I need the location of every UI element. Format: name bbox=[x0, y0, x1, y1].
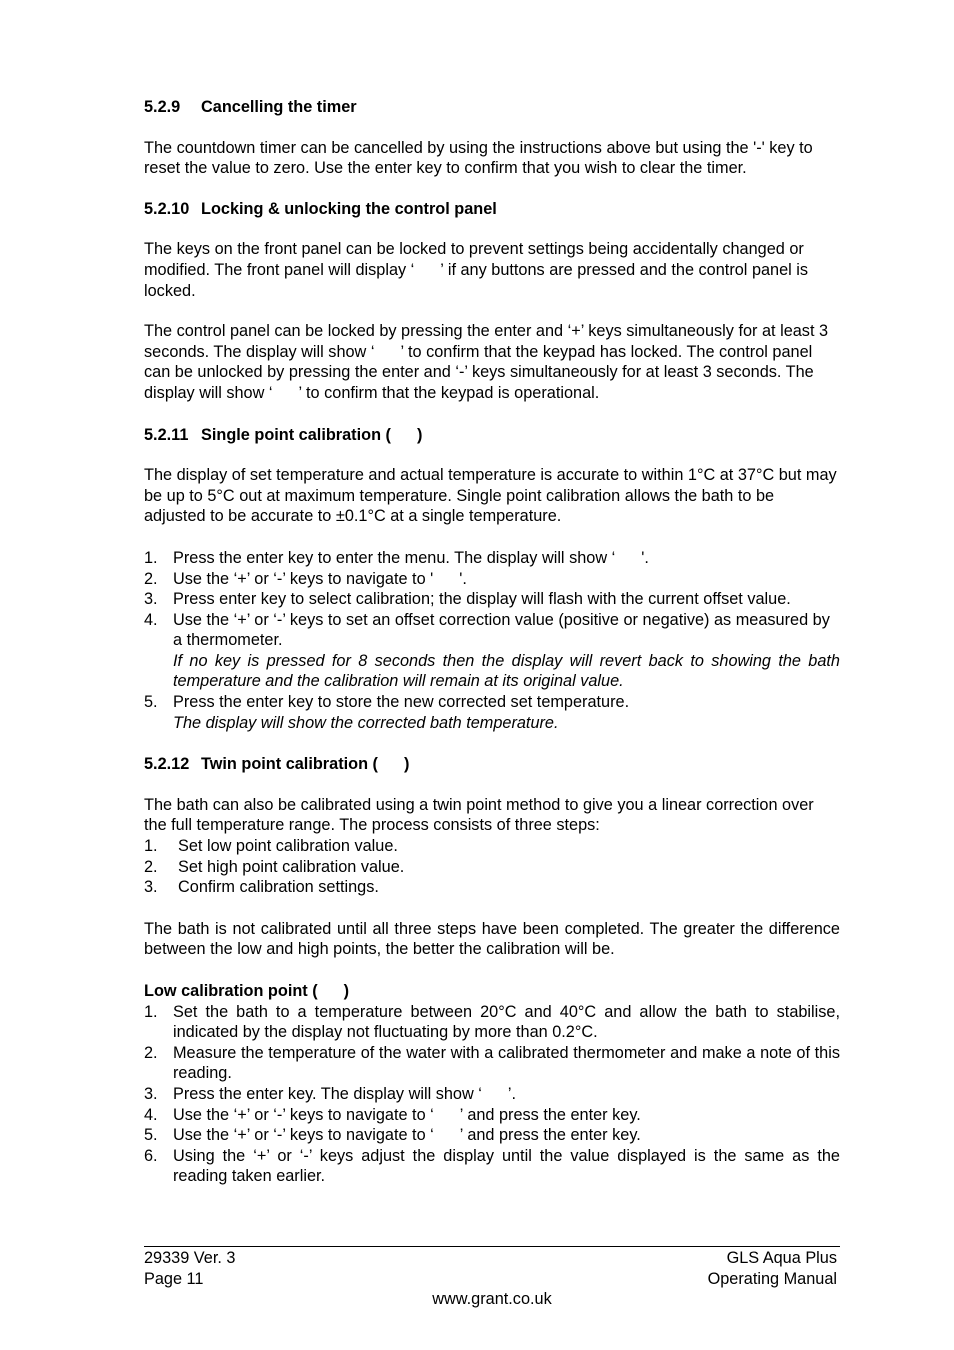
list-number: 6. bbox=[144, 1146, 158, 1165]
text-run: ) bbox=[416, 425, 423, 444]
text-run: The keys on the front panel can be locked to prevent settings being accidentally changed or modified. The front panel will display ‘ bbox=[144, 240, 804, 279]
heading-5-2-11 bbox=[144, 425, 840, 446]
list-item bbox=[144, 877, 840, 898]
paragraph: The bath can also be calibrated using a twin point method to give you a linear correction over the full temperature range. The process consists of three steps: bbox=[144, 795, 814, 835]
list-number: 2. bbox=[144, 1043, 158, 1062]
paragraph bbox=[144, 239, 840, 301]
text-run: Confirm calibration settings. bbox=[178, 878, 379, 897]
list-number: 5. bbox=[144, 1126, 158, 1145]
list-item bbox=[144, 569, 840, 590]
product-name: GLS Aqua Plus bbox=[726, 1249, 837, 1267]
text-run: Use the ‘+’ or ‘-’ keys to set an offset correction value (positive or negative) as measured by a thermometer. bbox=[173, 610, 830, 650]
section-number: 5.2.10 bbox=[144, 199, 190, 218]
list-number: 3. bbox=[144, 1084, 158, 1103]
list-number: 1. bbox=[144, 548, 158, 567]
text-run: ’ and press the enter key. bbox=[459, 1105, 641, 1124]
heading-5-2-9 bbox=[144, 97, 840, 118]
section-title: Single point calibration ( bbox=[201, 425, 391, 444]
list-number: 4. bbox=[144, 610, 158, 629]
low-calibration-steps bbox=[144, 1002, 840, 1187]
single-point-steps bbox=[144, 548, 840, 733]
section-number: 5.2.11 bbox=[144, 425, 189, 444]
text-run: Set high point calibration value. bbox=[178, 857, 405, 876]
text-run: Press the enter key to enter the menu. The display will show ‘ bbox=[173, 548, 616, 567]
heading-5-2-10 bbox=[144, 199, 840, 220]
text-run: ’ to confirm that the keypad has locked. The control panel can be unlocked by pressing the enter and ‘-’ keys simultaneously for at least 3 seconds. The display will show ‘ bbox=[144, 342, 814, 402]
text-run: Press enter key to select calibration; the display will flash with the current offset value. bbox=[173, 590, 791, 609]
text-run: ) bbox=[403, 755, 410, 774]
list-item bbox=[144, 589, 840, 610]
text-run: ’ if any buttons are pressed and the control panel is locked. bbox=[144, 260, 809, 300]
section-title: Cancelling the timer bbox=[201, 98, 357, 116]
document-version: 29339 Ver. 3 bbox=[144, 1249, 236, 1267]
text-run: ’ and press the enter key. bbox=[459, 1126, 641, 1145]
text-run: Set low point calibration value. bbox=[178, 837, 398, 856]
list-number: 2. bbox=[144, 569, 158, 588]
list-number: 4. bbox=[144, 1105, 158, 1124]
text-run: ’. bbox=[507, 1084, 517, 1103]
note: The display will show the corrected bath temperature. bbox=[173, 713, 559, 732]
heading-low-calibration bbox=[144, 981, 840, 1002]
paragraph: The bath is not calibrated until all three steps have been completed. The greater the difference between the low and high points, the better the calibration will be. bbox=[144, 919, 840, 959]
list-item bbox=[144, 1125, 840, 1146]
text-run: Press the enter key. The display will show ‘ bbox=[173, 1084, 482, 1103]
list-number: 1. bbox=[144, 837, 158, 856]
list-item bbox=[144, 857, 840, 878]
list-number: 1. bbox=[144, 1002, 158, 1021]
manual-title: Operating Manual bbox=[707, 1269, 837, 1288]
list-number: 3. bbox=[144, 590, 158, 609]
section-number: 5.2.9 bbox=[144, 98, 181, 116]
section-title: Low calibration point ( bbox=[144, 982, 318, 1000]
twin-point-steps bbox=[144, 836, 840, 898]
text-run: Measure the temperature of the water with a calibrated thermometer and make a note of this reading. bbox=[173, 1043, 840, 1083]
paragraph: The countdown timer can be cancelled by using the instructions above but using the '-' key to reset the value to zero. Use the enter key to confirm that you wish to clear the timer. bbox=[144, 138, 813, 178]
list-item bbox=[144, 548, 840, 569]
heading-5-2-12 bbox=[144, 754, 840, 775]
list-item bbox=[144, 1146, 840, 1187]
paragraph bbox=[144, 321, 840, 403]
website-url: www.grant.co.uk bbox=[432, 1290, 552, 1309]
document-body bbox=[144, 97, 840, 1187]
section-title: Locking & unlocking the control panel bbox=[201, 199, 497, 218]
list-item bbox=[144, 1084, 840, 1105]
text-run: ’ to confirm that the keypad is operational. bbox=[298, 383, 600, 402]
note: If no key is pressed for 8 seconds then the display will revert back to showing the bath temperature and the calibration will remain at its original value. bbox=[173, 651, 840, 691]
text-run: Use the ‘+’ or ‘-’ keys to navigate to ‘ bbox=[173, 1105, 434, 1124]
text-run: Using the ‘+’ or ‘-’ keys adjust the display until the value displayed is the same as the reading taken earlier. bbox=[173, 1146, 840, 1186]
text-run: The control panel can be locked by pressing the enter and ‘+’ keys simultaneously for at least 3 seconds. The display will show ‘ bbox=[144, 322, 829, 361]
list-number: 5. bbox=[144, 693, 158, 712]
list-number: 2. bbox=[144, 857, 158, 876]
list-item bbox=[144, 1002, 840, 1043]
text-run: Set the bath to a temperature between 20°C and 40°C and allow the bath to stabilise, indicated by the display not fluctuating by more than 0.2°C. bbox=[173, 1002, 840, 1042]
paragraph: The display of set temperature and actual temperature is accurate to within 1°C at 37°C but may be up to 5°C out at maximum temperature. Single point calibration allows the bath to be adjusted to be accurate to ±0.1°C at a single temperature. bbox=[144, 466, 837, 526]
text-run: Use the ‘+’ or ‘-’ keys to navigate to ' bbox=[173, 569, 434, 588]
page-number: Page 11 bbox=[144, 1269, 204, 1288]
section-number: 5.2.12 bbox=[144, 755, 190, 774]
list-item bbox=[144, 692, 840, 733]
list-item bbox=[144, 1043, 840, 1084]
list-number: 3. bbox=[144, 878, 158, 897]
text-run: Press the enter key to store the new corrected set temperature. bbox=[173, 693, 630, 712]
list-item bbox=[144, 1105, 840, 1126]
text-run: '. bbox=[459, 569, 467, 588]
page-footer bbox=[144, 1246, 840, 1310]
text-run: Use the ‘+’ or ‘-’ keys to navigate to ‘ bbox=[173, 1126, 434, 1145]
section-title: Twin point calibration ( bbox=[201, 755, 378, 774]
list-item bbox=[144, 610, 840, 692]
text-run: ) bbox=[343, 982, 350, 1000]
text-run: '. bbox=[641, 548, 649, 567]
list-item bbox=[144, 836, 840, 857]
